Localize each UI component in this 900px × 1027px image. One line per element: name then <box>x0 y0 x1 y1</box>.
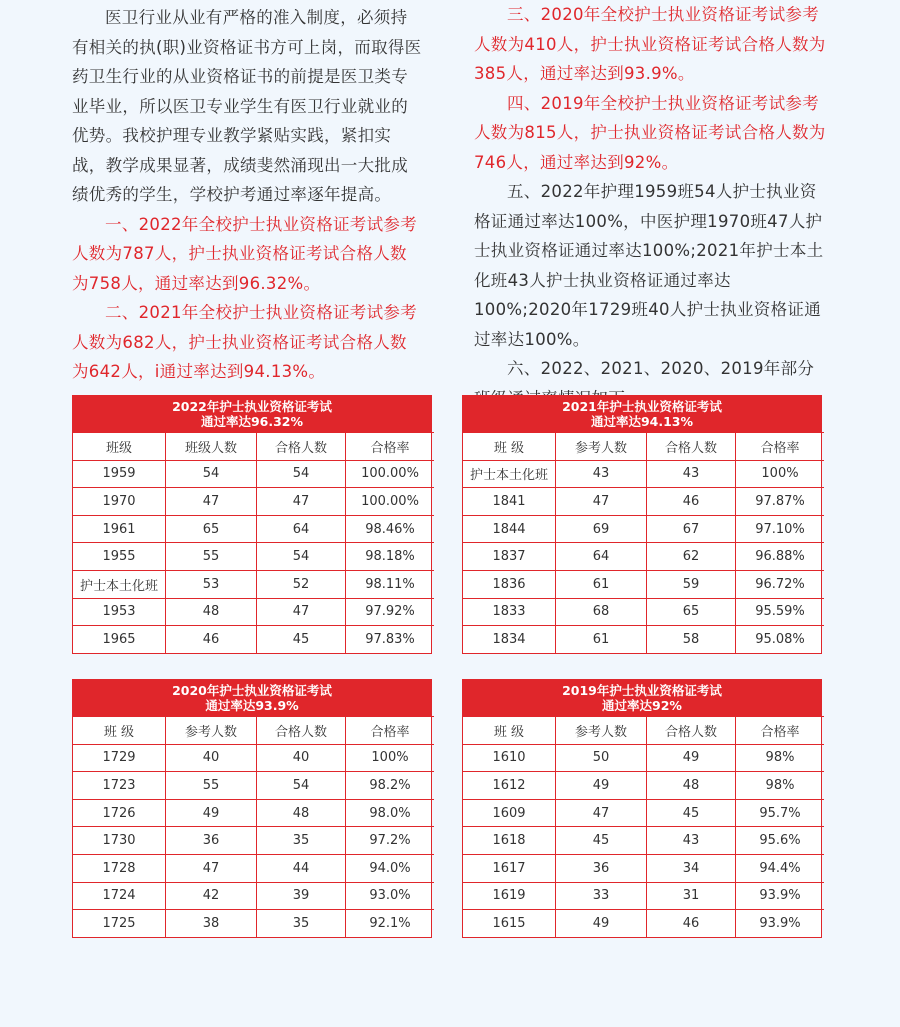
table-row <box>73 460 434 488</box>
table-cell: 43 <box>556 460 647 488</box>
table-cell: 96.72% <box>736 570 825 598</box>
table-cell: 62 <box>647 543 736 571</box>
table-row <box>463 827 824 855</box>
table-cell: 93.9% <box>736 882 825 910</box>
table-header-row <box>73 717 434 745</box>
table-cell: 35 <box>257 827 346 855</box>
table-cell: 47 <box>556 488 647 516</box>
result-2019-paragraph: 四、2019年全校护士执业资格证考试参考人数为815人，护士执业资格证考试合格人数为746人，通过率达到92%。 <box>474 93 826 172</box>
table-cell: 98% <box>736 744 825 772</box>
header-cell: 班 级 <box>463 433 556 461</box>
table-cell: 45 <box>647 799 736 827</box>
table-cell: 97.10% <box>736 515 825 543</box>
table-row <box>463 744 824 772</box>
table-row <box>73 626 434 653</box>
table-row <box>73 910 434 937</box>
table-row <box>463 570 824 598</box>
table-cell: 护士本土化班 <box>463 460 556 488</box>
header-cell: 合格率 <box>736 717 825 745</box>
table-cell: 48 <box>166 598 257 626</box>
result-2020-paragraph: 三、2020年全校护士执业资格证考试参考人数为410人，护士执业资格证考试合格人数为385人，通过率达到93.9%。 <box>474 5 826 83</box>
table-cell: 65 <box>166 515 257 543</box>
header-cell: 参考人数 <box>166 717 257 745</box>
table-cell: 100.00% <box>346 460 435 488</box>
table-cell: 1609 <box>463 799 556 827</box>
table-title: 2020年护士执业资格证考试 通过率达93.9% <box>73 680 431 716</box>
table-cell: 100% <box>346 744 435 772</box>
table-cell: 1959 <box>73 460 166 488</box>
header-cell: 合格率 <box>346 717 435 745</box>
table-cell: 54 <box>257 460 346 488</box>
table-cell: 46 <box>647 910 736 937</box>
table-cell: 49 <box>647 744 736 772</box>
table-cell: 55 <box>166 772 257 800</box>
class-highlights-paragraph: 五、2022年护理1959班54人护士执业资格证通过率达100%，中医护理1970班47人护士执业资格证通过率达100%;2021年护士本土化班43人护士执业资格证通过率达100%;2020年1729班40人护士执业资格证通过率达100%。 <box>474 182 824 349</box>
table-cell: 69 <box>556 515 647 543</box>
table-cell: 护士本土化班 <box>73 570 166 598</box>
table-cell: 49 <box>556 772 647 800</box>
table-cell: 36 <box>166 827 257 855</box>
tables-intro-paragraph: 六、2022、2021、2020、2019年部分 <box>507 359 815 378</box>
table-cell: 47 <box>257 488 346 516</box>
table-cell: 43 <box>647 827 736 855</box>
table-cell: 100.00% <box>346 488 435 516</box>
table-row <box>463 854 824 882</box>
table-cell: 1725 <box>73 910 166 937</box>
table-cell: 93.9% <box>736 910 825 937</box>
table-cell: 98.11% <box>346 570 435 598</box>
table-cell: 1836 <box>463 570 556 598</box>
table-cell: 46 <box>166 626 257 653</box>
table-cell: 1730 <box>73 827 166 855</box>
table-cell: 93.0% <box>346 882 435 910</box>
table-cell: 95.6% <box>736 827 825 855</box>
table-cell: 47 <box>166 854 257 882</box>
right-text-column <box>474 0 826 413</box>
table-cell: 54 <box>166 460 257 488</box>
intro-paragraph: 医卫行业从业有严格的准入制度，必须持有相关的执(职)业资格证书方可上岗，而取得医药卫生行业的从业资格证书的前提是医卫类专业毕业，所以医卫专业学生有医卫行业就业的优势。我校护理专业教学紧贴实践，紧扣实战，教学成果显著，成绩斐然涌现出一大批成绩优秀的学生，学校护考通过率逐年提高。 <box>72 8 422 204</box>
table-cell: 36 <box>556 854 647 882</box>
table-cell: 38 <box>166 910 257 937</box>
header-cell: 参考人数 <box>556 717 647 745</box>
table-cell: 52 <box>257 570 346 598</box>
table-cell: 98% <box>736 772 825 800</box>
table-row <box>73 882 434 910</box>
table-cell: 1724 <box>73 882 166 910</box>
table-cell: 1618 <box>463 827 556 855</box>
table-cell: 100% <box>736 460 825 488</box>
table-cell: 33 <box>556 882 647 910</box>
table-cell: 64 <box>556 543 647 571</box>
header-cell: 合格率 <box>736 433 825 461</box>
table-cell: 1970 <box>73 488 166 516</box>
table-row <box>463 488 824 516</box>
table-row <box>73 488 434 516</box>
table-row <box>73 515 434 543</box>
table-row <box>73 772 434 800</box>
table-row <box>73 570 434 598</box>
table-cell: 40 <box>257 744 346 772</box>
table-cell: 54 <box>257 772 346 800</box>
header-cell: 班 级 <box>73 717 166 745</box>
header-cell: 合格率 <box>346 433 435 461</box>
table-cell: 47 <box>556 799 647 827</box>
table-cell: 48 <box>257 799 346 827</box>
table-cell: 1955 <box>73 543 166 571</box>
table-cell: 47 <box>257 598 346 626</box>
table-cell: 50 <box>556 744 647 772</box>
table-cell: 97.2% <box>346 827 435 855</box>
table-cell: 94.0% <box>346 854 435 882</box>
table-cell: 1965 <box>73 626 166 653</box>
left-text-column <box>72 0 422 387</box>
table-cell: 43 <box>647 460 736 488</box>
table-cell: 53 <box>166 570 257 598</box>
table-cell: 48 <box>647 772 736 800</box>
table-row <box>463 772 824 800</box>
table-row <box>463 543 824 571</box>
table-title: 2022年护士执业资格证考试 通过率达96.32% <box>73 396 431 432</box>
table-cell: 1833 <box>463 598 556 626</box>
table-row <box>73 799 434 827</box>
table-cell: 61 <box>556 570 647 598</box>
header-cell: 班级人数 <box>166 433 257 461</box>
table-cell: 31 <box>647 882 736 910</box>
table-cell: 95.08% <box>736 626 825 653</box>
header-cell: 参考人数 <box>556 433 647 461</box>
table-cell: 49 <box>556 910 647 937</box>
table-row <box>73 854 434 882</box>
table-cell: 1726 <box>73 799 166 827</box>
table-cell: 1728 <box>73 854 166 882</box>
table-cell: 1610 <box>463 744 556 772</box>
header-cell: 合格人数 <box>647 433 736 461</box>
table-row <box>463 598 824 626</box>
result-2021-paragraph: 二、2021年全校护士执业资格证考试参考人数为682人，护士执业资格证考试合格人数为642人，i通过率达到94.13%。 <box>72 303 417 381</box>
table-cell: 98.46% <box>346 515 435 543</box>
table-cell: 97.92% <box>346 598 435 626</box>
table-row <box>73 827 434 855</box>
result-2022-paragraph: 一、2022年全校护士执业资格证考试参考人数为787人，护士执业资格证考试合格人数为758人，通过率达到96.32%。 <box>72 214 417 293</box>
table-cell: 1617 <box>463 854 556 882</box>
table-cell: 1612 <box>463 772 556 800</box>
table-cell: 1723 <box>73 772 166 800</box>
table-row <box>73 543 434 571</box>
pass-rate-table-2020 <box>72 679 432 938</box>
table-cell: 1961 <box>73 515 166 543</box>
table-cell: 59 <box>647 570 736 598</box>
table-title: 2021年护士执业资格证考试 通过率达94.13% <box>463 396 821 432</box>
table-cell: 44 <box>257 854 346 882</box>
table-cell: 1953 <box>73 598 166 626</box>
table-cell: 94.4% <box>736 854 825 882</box>
table-cell: 58 <box>647 626 736 653</box>
table-header-row <box>463 717 824 745</box>
header-cell: 班 级 <box>463 717 556 745</box>
table-cell: 97.87% <box>736 488 825 516</box>
table-cell: 96.88% <box>736 543 825 571</box>
table-cell: 1619 <box>463 882 556 910</box>
table-cell: 98.18% <box>346 543 435 571</box>
pass-rate-table-2021 <box>462 395 822 654</box>
pass-rate-table-2022 <box>72 395 432 654</box>
table-row <box>463 626 824 653</box>
table-cell: 1841 <box>463 488 556 516</box>
header-cell: 合格人数 <box>647 717 736 745</box>
table-cell: 45 <box>556 827 647 855</box>
table-cell: 61 <box>556 626 647 653</box>
table-cell: 1615 <box>463 910 556 937</box>
table-cell: 95.7% <box>736 799 825 827</box>
header-cell: 班级 <box>73 433 166 461</box>
table-cell: 40 <box>166 744 257 772</box>
table-row <box>463 910 824 937</box>
table-title: 2019年护士执业资格证考试 通过率达92% <box>463 680 821 716</box>
table-header-row <box>73 433 434 461</box>
table-cell: 97.83% <box>346 626 435 653</box>
table-cell: 34 <box>647 854 736 882</box>
pass-rate-table-2019 <box>462 679 822 938</box>
table-cell: 1729 <box>73 744 166 772</box>
table-cell: 67 <box>647 515 736 543</box>
table-row <box>73 744 434 772</box>
table-header-row <box>463 433 824 461</box>
table-cell: 65 <box>647 598 736 626</box>
table-cell: 42 <box>166 882 257 910</box>
table-row <box>73 598 434 626</box>
table-row <box>463 515 824 543</box>
table-cell: 45 <box>257 626 346 653</box>
table-cell: 49 <box>166 799 257 827</box>
header-cell: 合格人数 <box>257 717 346 745</box>
table-cell: 47 <box>166 488 257 516</box>
table-cell: 98.2% <box>346 772 435 800</box>
table-cell: 1834 <box>463 626 556 653</box>
table-cell: 54 <box>257 543 346 571</box>
table-cell: 68 <box>556 598 647 626</box>
header-cell: 合格人数 <box>257 433 346 461</box>
table-cell: 1837 <box>463 543 556 571</box>
table-row <box>463 882 824 910</box>
table-row <box>463 460 824 488</box>
table-cell: 39 <box>257 882 346 910</box>
table-cell: 98.0% <box>346 799 435 827</box>
table-cell: 46 <box>647 488 736 516</box>
table-cell: 95.59% <box>736 598 825 626</box>
table-cell: 92.1% <box>346 910 435 937</box>
table-cell: 55 <box>166 543 257 571</box>
table-cell: 1844 <box>463 515 556 543</box>
table-cell: 64 <box>257 515 346 543</box>
table-cell: 35 <box>257 910 346 937</box>
table-row <box>463 799 824 827</box>
